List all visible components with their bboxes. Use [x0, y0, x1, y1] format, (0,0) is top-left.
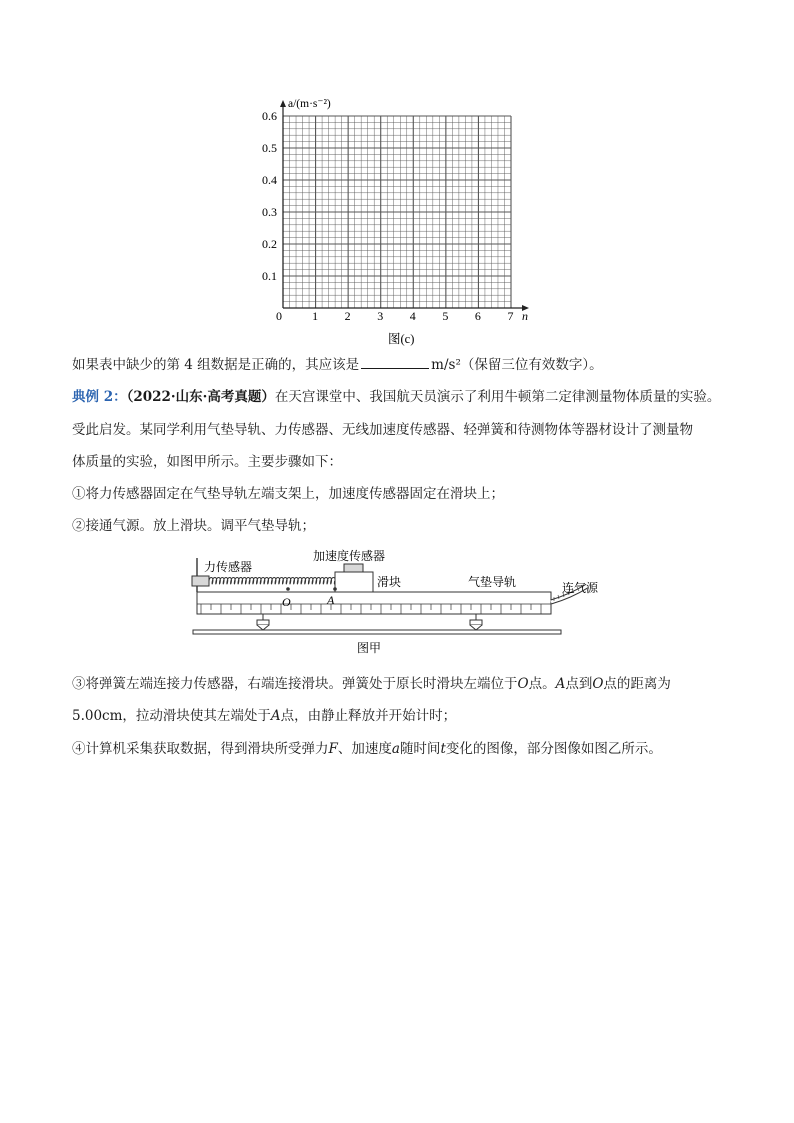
x-tick-label: 5	[442, 309, 449, 323]
step-3-line1	[72, 674, 671, 694]
figure-jia-caption: 图甲	[357, 641, 382, 655]
acceleration-sensor-label: 加速度传感器	[313, 549, 386, 563]
y-tick-label: 0.5	[262, 141, 277, 155]
example-line1-text: 在天宫课堂中、我国航天员演示了利用牛顿第二定律测量物体质量的实验。	[274, 389, 721, 405]
y-axis-arrow	[280, 100, 286, 107]
x-tick-label: 6	[474, 309, 481, 323]
example2-line2: 受此启发。某同学利用气垫导轨、力传感器、无线加速度传感器、轻弹簧和待测物体等器材设计了测量物	[72, 422, 693, 438]
x-tick-label: 2	[344, 309, 351, 323]
y-axis-label: a/(m·s⁻²)	[288, 98, 331, 110]
step4-text-d: 变化的图像，部分图像如图乙所示。	[445, 741, 662, 757]
step3-line2-text-a: 5.00cm，拉动滑块使其左端处于	[72, 708, 271, 724]
example-source: （2022·山东·高考真题）	[126, 389, 275, 405]
y-tick-label: 0.1	[262, 269, 277, 283]
slider-label: 滑块	[377, 575, 402, 589]
air-source-label: 连气源	[562, 581, 599, 595]
y-tick-label: 0.2	[262, 237, 277, 251]
air-track-label: 气垫导轨	[468, 575, 517, 589]
question-unit: m/s²	[431, 357, 461, 373]
point-A-label: A	[327, 593, 335, 607]
x-tick-labels	[312, 309, 513, 323]
step3-text-b: 点。	[528, 676, 556, 692]
x-tick-label: 3	[377, 309, 384, 323]
step4-var-a: a	[391, 741, 400, 757]
step4-var-F: F	[328, 741, 338, 757]
x-axis-label: n	[522, 309, 528, 323]
figure-c-caption: 图(c)	[388, 332, 415, 346]
x-tick-label: 4	[409, 309, 416, 323]
answer-blank[interactable]	[361, 355, 429, 369]
x-tick-label: 7	[507, 309, 514, 323]
force-sensor-box	[192, 576, 209, 586]
step-1: ①将力传感器固定在气垫导轨左端支架上，加速度传感器固定在滑块上；	[72, 486, 504, 502]
y-tick-label: 0.6	[262, 109, 277, 123]
step4-var-t: t	[440, 741, 446, 757]
acceleration-sensor-box	[344, 564, 363, 572]
example-label: 典例 2：	[72, 389, 127, 405]
question-line	[72, 355, 603, 375]
step3-line2-var-A: A	[270, 708, 281, 724]
base-rail	[193, 630, 561, 634]
y-tick-label: 0.4	[262, 173, 277, 187]
air-track	[197, 592, 551, 614]
slider-block	[335, 572, 373, 592]
point-O-label: O	[282, 595, 291, 609]
figure-c-chart	[260, 92, 540, 352]
step-3-line2	[72, 706, 456, 726]
spring	[209, 577, 335, 583]
step3-text-a: ③将弹簧左端连接力传感器，右端连接滑块。弹簧处于原长时滑块左端位于	[72, 676, 518, 692]
example2-line1	[72, 387, 720, 407]
force-sensor-label: 力传感器	[204, 560, 253, 574]
origin-label: 0	[276, 309, 282, 323]
step3-var-A: A	[555, 676, 566, 692]
question-prefix: 如果表中缺少的第 4 组数据是正确的，其应该是	[72, 357, 360, 373]
step4-text-c: 随时间	[399, 741, 441, 757]
point-A-dot	[333, 587, 337, 591]
step4-text-a: ④计算机采集获取数据，得到滑块所受弹力	[72, 741, 329, 757]
step3-var-O2: O	[592, 676, 604, 692]
step4-text-b: 、加速度	[337, 741, 392, 757]
step3-text-c: 点到	[565, 676, 593, 692]
track-support-right	[470, 614, 482, 630]
point-O-dot	[286, 587, 290, 591]
step3-var-O: O	[517, 676, 529, 692]
step3-line2-text-b: 点，由静止释放并开始计时；	[280, 708, 457, 724]
y-tick-label: 0.3	[262, 205, 277, 219]
x-tick-label: 1	[312, 309, 319, 323]
chart-grid	[283, 116, 511, 308]
y-tick-labels	[262, 109, 277, 283]
question-suffix: （保留三位有效数字）。	[460, 357, 603, 373]
example2-line3: 体质量的实验，如图甲所示。主要步骤如下：	[72, 454, 342, 470]
step-2: ②接通气源。放上滑块。调平气垫导轨；	[72, 518, 315, 534]
step-4	[72, 739, 662, 759]
track-support-left	[257, 614, 269, 630]
figure-jia-apparatus	[185, 546, 615, 656]
step3-text-d: 点的距离为	[603, 676, 671, 692]
